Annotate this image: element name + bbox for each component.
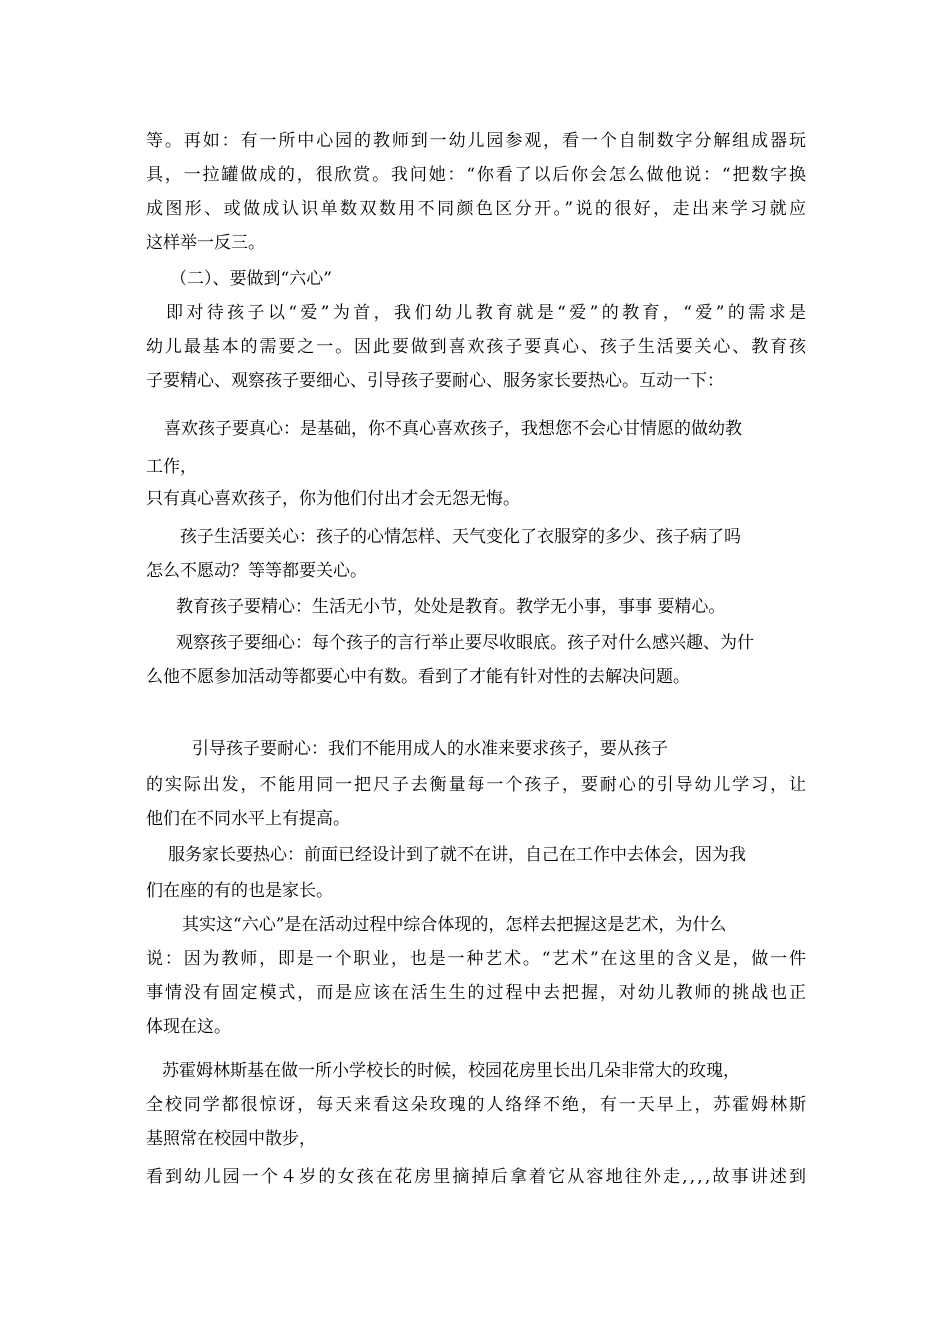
text-line: 具，一拉罐做成的，很欣赏。我问她：“你看了以后你会怎么做他说：“把数字换 [146, 165, 808, 185]
section-heading: （二）、要做到“六心” [170, 269, 332, 289]
text-line: 工作， [146, 457, 197, 477]
text-line: 孩子生活要关心：孩子的心情怎样、天气变化了衣服穿的多少、孩子病了吗 [180, 527, 741, 547]
text-line: 子要精心、观察孩子要细心、引导孩子要耐心、服务家长要热心。互动一下： [146, 371, 724, 391]
text-line: 说：因为教师，即是一个职业，也是一种艺术。“艺术”在这里的含义是，做一件 [146, 949, 808, 969]
text-line: 即对待孩子以“爱”为首，我们幼儿教育就是“爱”的教育，“爱”的需求是 [166, 303, 810, 323]
text-line: 么他不愿参加活动等都要心中有数。看到了才能有针对性的去解决问题。 [146, 667, 690, 687]
text-line: 看到幼儿园一个４岁的女孩在花房里摘掉后拿着它从容地往外走,,,,故事讲述到 [146, 1167, 809, 1187]
text-line: 事情没有固定模式，而是应该在活生生的过程中去把握，对幼儿教师的挑战也正 [146, 983, 808, 1003]
text-line: 他们在不同水平上有提高。 [146, 809, 350, 829]
text-line: 其实这“六心”是在活动过程中综合体现的，怎样去把握这是艺术，为什么 [182, 915, 727, 935]
text-line: 幼儿最基本的需要之一。因此要做到喜欢孩子要真心、孩子生活要关心、教育孩 [146, 337, 808, 357]
text-line: 们在座的有的也是家长。 [146, 881, 333, 901]
text-line: 引导孩子要耐心：我们不能用成人的水准来要求孩子，要从孩子 [192, 739, 668, 759]
text-line: 喜欢孩子要真心：是基础，你不真心喜欢孩子，我想您不会心甘情愿的做幼教 [164, 419, 742, 439]
text-line: 怎么不愿动？等等都要关心。 [146, 561, 367, 581]
text-line: 基照常在校园中散步， [146, 1129, 316, 1149]
text-line: 教育孩子要精心：生活无小节，处处是教育。教学无小事，事事 要精心。 [176, 597, 726, 617]
text-line: 只有真心喜欢孩子，你为他们付出才会无怨无悔。 [146, 489, 520, 509]
text-line: 观察孩子要细心：每个孩子的言行举止要尽收眼底。孩子对什么感兴趣、为什 [176, 633, 754, 653]
text-line: 服务家长要热心：前面已经设计到了就不在讲，自己在工作中去体会，因为我 [168, 845, 746, 865]
text-line: 成图形、或做成认识单数双数用不同颜色区分开。”说的很好，走出来学习就应 [146, 199, 809, 219]
text-line: 体现在这。 [146, 1017, 231, 1037]
text-line: 等。再如：有一所中心园的教师到一幼儿园参观，看一个自制数字分解组成器玩 [146, 131, 808, 151]
text-line: 这样举一反三。 [146, 233, 265, 253]
text-line: 的实际出发，不能用同一把尺子去衡量每一个孩子，要耐心的引导幼儿学习，让 [146, 775, 808, 795]
text-line: 全校同学都很惊讶，每天来看这朵玫瑰的人络绎不绝，有一天早上，苏霍姆林斯 [146, 1095, 808, 1115]
text-line: 苏霍姆林斯基在做一所小学校长的时候，校园花房里长出几朵非常大的玫瑰， [162, 1061, 740, 1081]
